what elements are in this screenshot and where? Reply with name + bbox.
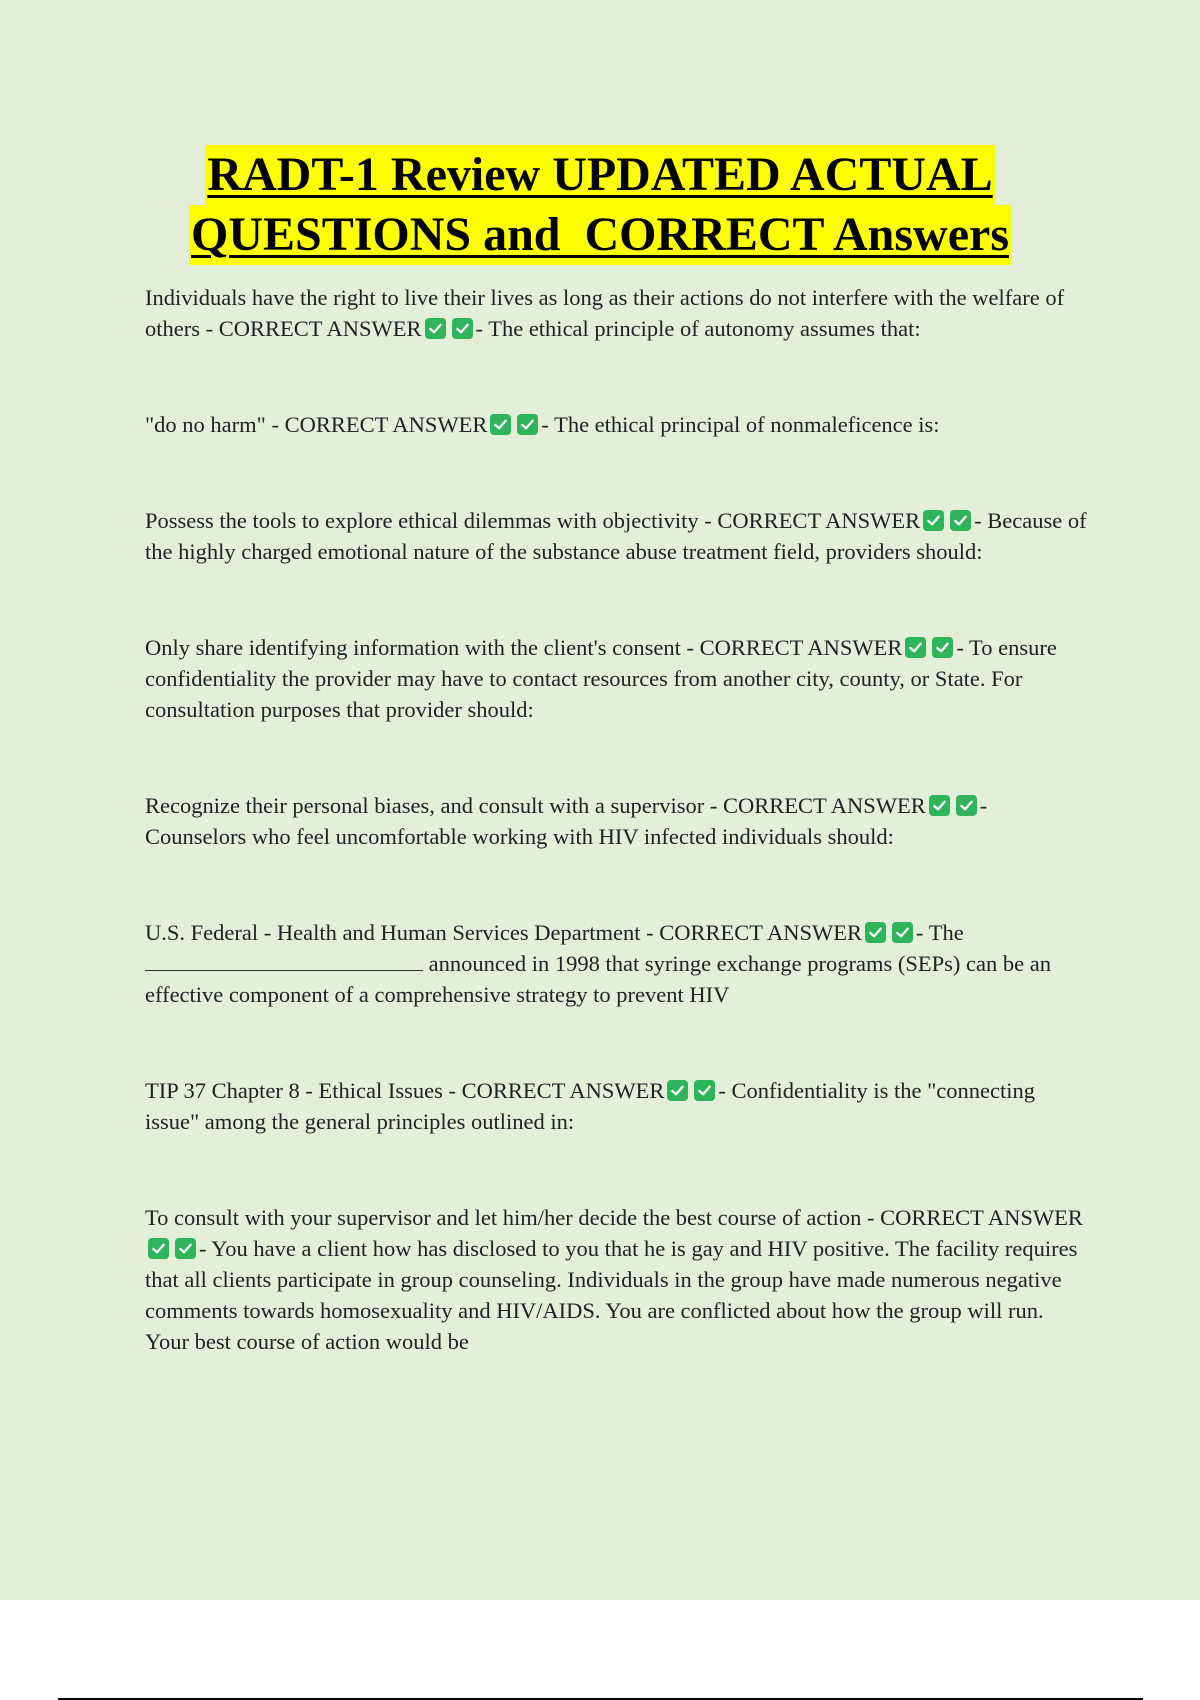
qa-item: Possess the tools to explore ethical dilemmas with objectivity - CORRECT ANSWER - Because of the highly charged emotional nature of the substance abuse treatment field, providers should: — [145, 508, 1087, 564]
question-text: Because of the highly charged emotional nature of the substance abuse treatment field, providers should: — [145, 508, 1087, 564]
question-text-end: announced in 1998 that syringe exchange programs (SEPs) can be an effective component of a comprehensive strategy to prevent HIV — [145, 951, 1051, 1007]
question-text: You have a client how has disclosed to you that he is gay and HIV positive. The facility requires that all clients participate in group counseling. Individuals in the group have made numerous negative comments towards homosexuality and HIV/AIDS. You are conflicted about how the group will run. Your best course of action would be — [145, 1236, 1078, 1354]
answer-text: TIP 37 Chapter 8 - Ethical Issues — [145, 1078, 443, 1103]
correct-answer-label: CORRECT ANSWER — [880, 1205, 1083, 1230]
correct-answer-label: CORRECT ANSWER — [461, 1078, 665, 1103]
qa-item: TIP 37 Chapter 8 - Ethical Issues - CORRECT ANSWER - Confidentiality is the "connecting issue" among the general principles outlined in: — [145, 1078, 1035, 1134]
check-box-icon — [865, 922, 886, 943]
correct-answer-label: CORRECT ANSWER — [284, 412, 488, 437]
qa-item: "do no harm" - CORRECT ANSWER - The ethical principal of nonmaleficence is: — [145, 412, 940, 437]
check-box-icon — [929, 795, 950, 816]
check-box-icon — [923, 510, 944, 531]
check-box-icon — [667, 1080, 688, 1101]
qa-item: Recognize their personal biases, and consult with a supervisor - CORRECT ANSWER - Counselors who feel uncomfortable working with HIV infected individuals should: — [145, 793, 988, 849]
fill-in-blank — [145, 952, 423, 971]
qa-item: U.S. Federal - Health and Human Services Department - CORRECT ANSWER - The announced in 1998 that syringe exchange programs (SEPs) can be an effective component of a comprehensive strategy to prevent HIV — [145, 920, 1051, 1007]
qa-list — [145, 282, 1090, 1357]
question-text-start: The — [928, 920, 964, 945]
correct-answer-label: CORRECT ANSWER — [659, 920, 862, 945]
title-line-1: RADT-1 Review UPDATED ACTUAL — [205, 145, 994, 205]
check-box-icon — [175, 1238, 196, 1259]
answer-text: Recognize their personal biases, and consult with a supervisor — [145, 793, 705, 818]
correct-answer-label: CORRECT ANSWER — [722, 793, 926, 818]
check-box-icon — [905, 637, 926, 658]
qa-item: Only share identifying information with the client's consent - CORRECT ANSWER - To ensure confidentiality the provider may have to contact resources from another city, county, or State. For consultation purposes that provider should: — [145, 635, 1057, 722]
answer-text: Only share identifying information with the client's consent — [145, 635, 681, 660]
check-box-icon — [452, 318, 473, 339]
check-box-icon — [425, 318, 446, 339]
question-text: To ensure confidentiality the provider may have to contact resources from another city, county, or State. For consultation purposes that provider should: — [145, 635, 1057, 722]
correct-answer-label: CORRECT ANSWER — [699, 635, 903, 660]
check-box-icon — [932, 637, 953, 658]
question-text: The ethical principal of nonmaleficence is: — [554, 412, 940, 437]
answer-text: To consult with your supervisor and let him/her decide the best course of action — [145, 1205, 862, 1230]
qa-item: To consult with your supervisor and let him/her decide the best course of action - CORRECT ANSWER - You have a client how has disclosed to you that he is gay and HIV positive. The facility requires that all clients participate in group counseling. Individuals in the group have made numerous negative comments towards homosexuality and HIV/AIDS. You are conflicted about how the group will run. Your best course of action would be — [145, 1205, 1083, 1354]
check-box-icon — [517, 414, 538, 435]
check-box-icon — [956, 795, 977, 816]
question-text: The ethical principle of autonomy assumes that: — [488, 316, 921, 341]
check-box-icon — [148, 1238, 169, 1259]
question-text: Confidentiality is the "connecting issue" among the general principles outlined in: — [145, 1078, 1035, 1134]
check-box-icon — [694, 1080, 715, 1101]
correct-answer-label: CORRECT ANSWER — [218, 316, 422, 341]
title-line-2: QUESTIONS and CORRECT Answers — [189, 205, 1011, 265]
document-title — [0, 145, 1200, 265]
correct-answer-label: CORRECT ANSWER — [717, 508, 921, 533]
check-box-icon — [490, 414, 511, 435]
answer-text: Individuals have the right to live their lives as long as their actions do not interfere with the welfare of others — [145, 285, 1065, 341]
answer-text: Possess the tools to explore ethical dilemmas with objectivity — [145, 508, 699, 533]
qa-item: Individuals have the right to live their lives as long as their actions do not interfere with the welfare of others - CORRECT ANSWER - The ethical principle of autonomy assumes that: — [145, 285, 1065, 341]
check-box-icon — [950, 510, 971, 531]
answer-text: "do no harm" — [145, 412, 266, 437]
question-text: Counselors who feel uncomfortable working with HIV infected individuals should: — [145, 824, 894, 849]
answer-text: U.S. Federal - Health and Human Services Department — [145, 920, 641, 945]
check-box-icon — [892, 922, 913, 943]
